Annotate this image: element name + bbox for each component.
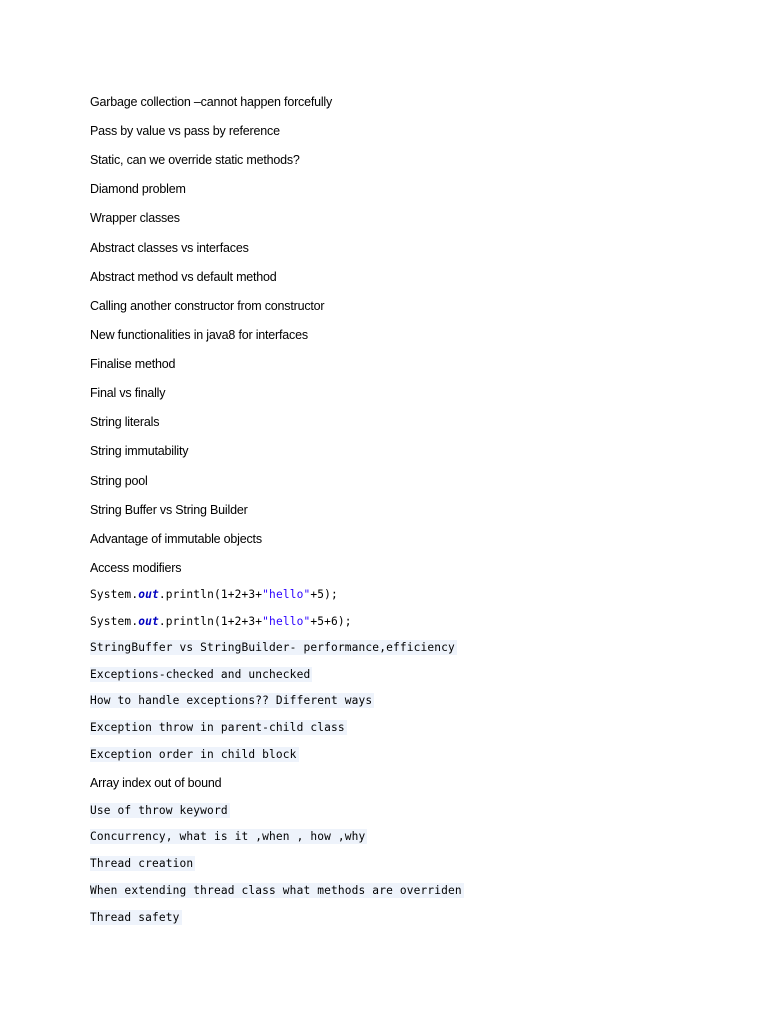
- highlighted-item: Exception order in child block: [90, 748, 297, 761]
- highlighted-item: Exceptions-checked and unchecked: [90, 668, 311, 681]
- list-item: String Buffer vs String Builder: [90, 503, 248, 517]
- code-field: out: [138, 588, 159, 601]
- highlighted-item: Thread creation: [90, 857, 194, 870]
- list-item: Calling another constructor from constructor: [90, 299, 325, 313]
- list-item: Abstract method vs default method: [90, 270, 277, 284]
- list-item: String immutability: [90, 444, 189, 458]
- list-item: Pass by value vs pass by reference: [90, 124, 280, 138]
- list-item: Static, can we override static methods?: [90, 153, 300, 167]
- list-item: String pool: [90, 474, 148, 488]
- code-prefix: System.: [90, 588, 139, 601]
- code-line: [90, 614, 352, 630]
- list-item: Array index out of bound: [90, 776, 222, 790]
- code-field: out: [138, 615, 159, 628]
- code-call: .println(1+2+3+: [158, 615, 263, 628]
- list-item: Final vs finally: [90, 386, 166, 400]
- list-item: Abstract classes vs interfaces: [90, 241, 249, 255]
- list-item: Wrapper classes: [90, 211, 180, 225]
- highlighted-item: StringBuffer vs StringBuilder- performance,efficiency: [90, 641, 455, 654]
- list-item: Access modifiers: [90, 561, 182, 575]
- code-string-literal: "hello": [262, 615, 311, 628]
- list-item: Advantage of immutable objects: [90, 532, 262, 546]
- code-call: .println(1+2+3+: [158, 588, 263, 601]
- highlighted-item: When extending thread class what methods are overriden: [90, 884, 462, 897]
- list-item: Finalise method: [90, 357, 176, 371]
- code-suffix: +5+6);: [310, 615, 352, 628]
- code-prefix: System.: [90, 615, 139, 628]
- highlighted-item: Concurrency, what is it ,when , how ,why: [90, 830, 366, 843]
- code-line: [90, 587, 338, 603]
- list-item: String literals: [90, 415, 160, 429]
- highlighted-item: Exception throw in parent-child class: [90, 721, 345, 734]
- highlighted-item: How to handle exceptions?? Different ways: [90, 694, 373, 707]
- highlighted-item: Thread safety: [90, 911, 180, 924]
- code-suffix: +5);: [310, 588, 338, 601]
- code-string-literal: "hello": [262, 588, 311, 601]
- list-item: Diamond problem: [90, 182, 186, 196]
- list-item: Garbage collection –cannot happen forcefully: [90, 95, 333, 109]
- list-item: New functionalities in java8 for interfaces: [90, 328, 308, 342]
- highlighted-item: Use of throw keyword: [90, 804, 228, 817]
